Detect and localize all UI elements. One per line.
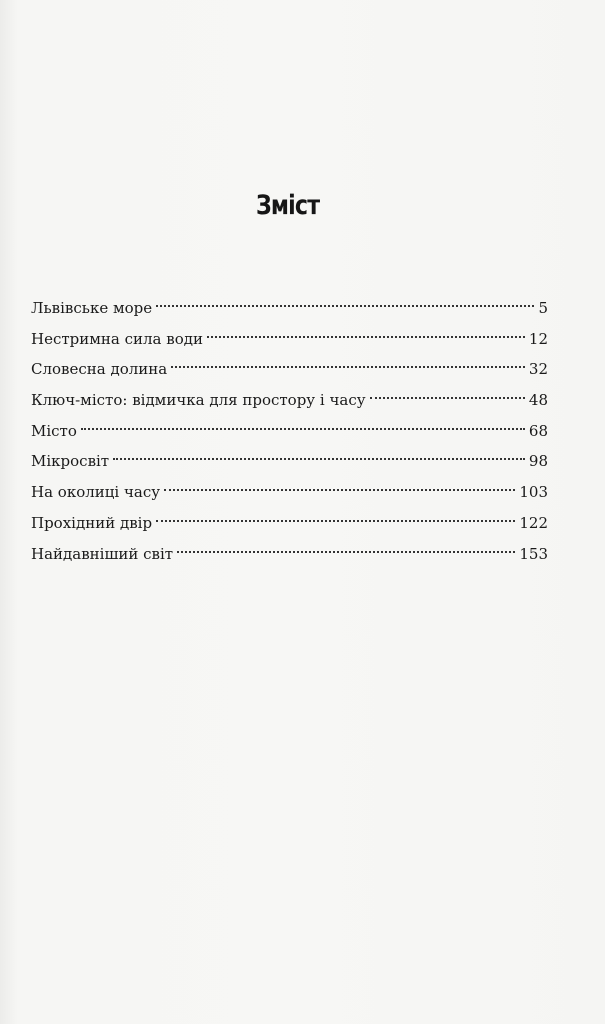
toc-entry-title: Мікросвіт	[31, 452, 110, 471]
toc-entry-page: 12	[528, 329, 548, 348]
dot-leader	[113, 436, 525, 466]
dot-leader	[164, 467, 515, 497]
toc-entry-title: Львівське море	[31, 299, 153, 317]
toc-entry-title: На околиці часу	[31, 483, 161, 502]
toc-entry-page: 68	[528, 421, 548, 440]
dot-leader	[207, 314, 525, 344]
toc-entry	[31, 406, 548, 440]
table-of-contents	[31, 283, 548, 563]
toc-entry-page: 48	[528, 391, 548, 410]
toc-entry-page: 153	[519, 544, 548, 563]
dot-leader	[177, 529, 515, 559]
dot-leader	[171, 344, 525, 374]
toc-entry-title: Нестримна сила води	[31, 329, 203, 348]
toc-entry-title: Ключ-місто: відмичка для простору і часу	[31, 391, 366, 410]
toc-entry-page: 98	[528, 452, 548, 471]
toc-entry-page: 5	[538, 299, 548, 317]
toc-entry-title: Найдавніший світ	[31, 544, 174, 563]
toc-entry-title: Місто	[31, 421, 77, 440]
toc-entry-page: 32	[528, 360, 548, 379]
toc-entry	[31, 283, 548, 317]
dot-leader	[156, 283, 534, 313]
page-title: Зміст	[255, 190, 320, 221]
toc-entry-title: Словесна долина	[31, 360, 168, 379]
toc-entry-page: 122	[519, 513, 548, 532]
toc-entry-title: Прохідний двір	[31, 513, 153, 532]
dot-leader	[156, 498, 515, 528]
toc-entry-page: 103	[519, 483, 548, 502]
dot-leader	[81, 406, 525, 436]
dot-leader	[370, 375, 525, 405]
toc-entry	[31, 436, 548, 471]
